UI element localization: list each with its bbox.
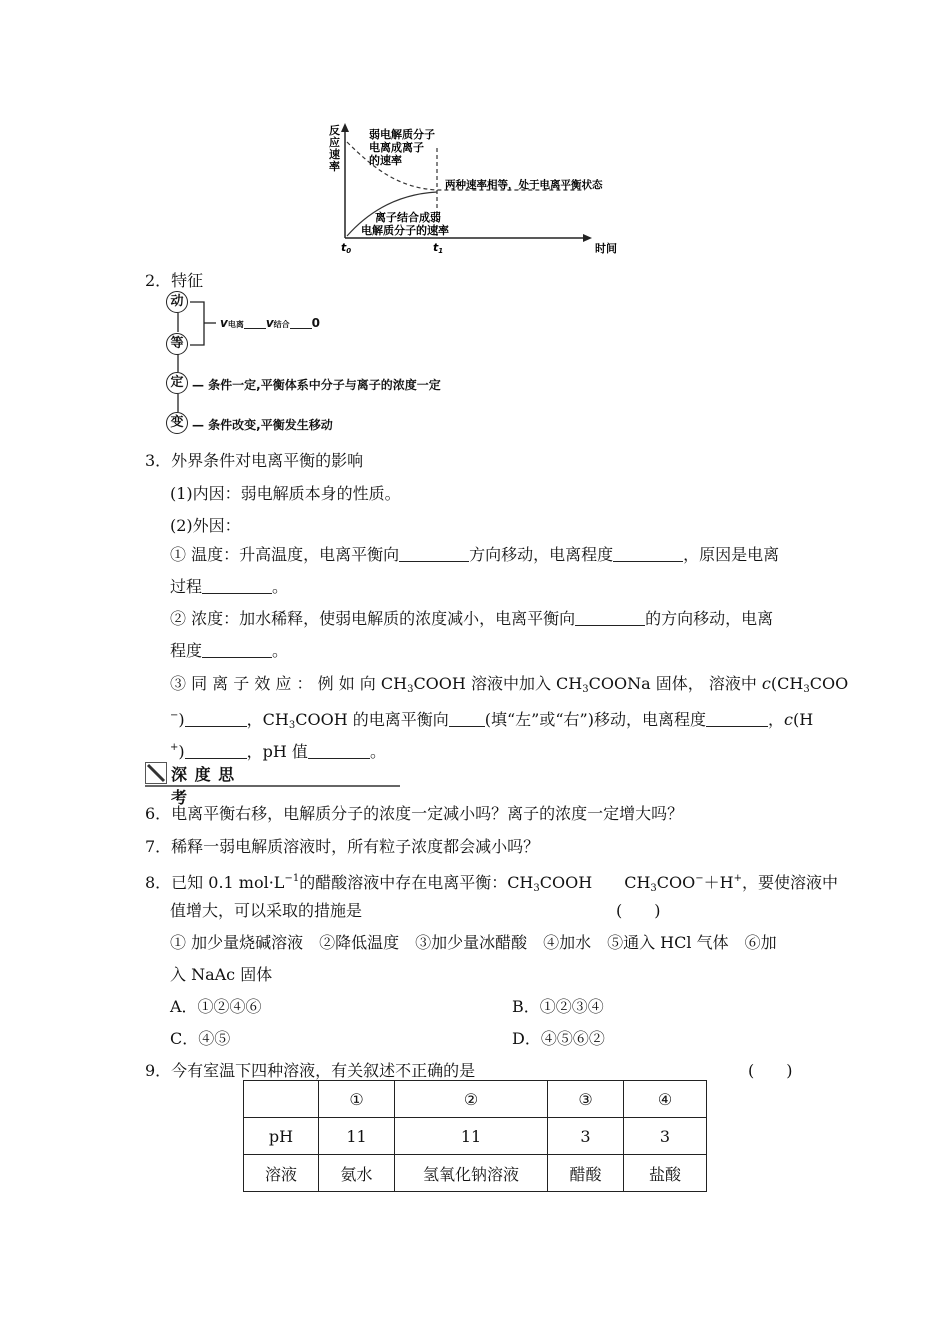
table-cell: 3 [624,1118,707,1155]
table-cell: ④ [624,1081,707,1118]
concentration-line: ② 浓度：加水稀释，使弱电解质的浓度减小，电离平衡向 的方向移动，电离 [170,609,774,628]
table-cell: 11 [395,1118,548,1155]
feature-dynamic-circle: 动 [166,291,188,313]
question-8-options-2: 入 NaAc 固体 [170,965,273,984]
banner-underline [145,785,400,787]
option-a: A．①②④⑥ [170,997,262,1016]
question-8-line-2: 值增大，可以采取的措施是 [170,901,363,920]
y-label-3: 速 [329,148,340,161]
option-b: B．①②③④ [512,997,604,1016]
temperature-line-2: 过程 。 [170,577,289,596]
table-cell: ③ [548,1081,624,1118]
table-cell: ② [395,1081,548,1118]
table-cell: 盐酸 [624,1155,707,1192]
top-curve-label-3: 的速率 [369,154,402,167]
table-cell: 3 [548,1118,624,1155]
x-axis-arrow [583,234,592,242]
table-row [244,1081,707,1118]
table-cell: pH [244,1118,319,1155]
top-curve-label-1: 弱电解质分子 [369,128,435,141]
concentration-line-2: 程度 。 [170,641,289,660]
y-axis-arrow [341,123,349,132]
question-9-answer-paren: ( ) [748,1061,793,1080]
table-cell: 11 [319,1118,395,1155]
table-cell: 醋酸 [548,1155,624,1192]
y-label-1: 反 [329,124,340,137]
feature-change-circle: 变 [166,412,188,434]
t0-label: t0 [341,241,352,255]
table-row [244,1118,707,1155]
question-8: 8．已知 0.1 $mol\cdot L^{-1}$的醋酸溶液中存在电离平衡：$CH_3COOH$ $CH_3COO^-+H^+$，要使溶液中 [145,873,839,894]
option-c: C．④⑤ [170,1029,231,1048]
question-6: 6．电离平衡右移，电解质分子的浓度一定减小吗？离子的浓度一定增大吗？ [145,804,684,823]
temperature-line: ① 温度：升高温度，电离平衡向 方向移动，电离程度 ，原因是电离 [170,545,780,564]
equilibrium-label: 两种速率相等，处于电离平衡状态 [445,179,603,191]
deep-thinking-title: 深 度 思 考 [171,765,236,807]
question-7: 7．稀释一弱电解质溶液时，所有粒子浓度都会减小吗？ [145,837,540,856]
section2-heading: 2．特征 [145,271,204,290]
bottom-curve-label-1: 离子结合成弱 [375,211,441,224]
option-d: D．④⑤⑥② [512,1029,605,1048]
question-8-answer-paren: ( ) [616,901,661,920]
table-cell: 氨水 [319,1155,395,1192]
question-9: 9．今有室温下四种溶液，有关叙述不正确的是 [145,1061,476,1080]
common-ion-line-2: −) ，$CH_3COOH$ 的电离平衡向 (填“左”或“右”)移动，电离程度 ，c(H [170,710,814,731]
section3-heading: 3．外界条件对电离平衡的影响 [145,451,364,470]
common-ion-line: ③ 同 离 子 效 应 ： 例 如 向 $CH_3COOH$ 溶液中加入 $CH_3COONa$ 固体， 溶液中 $c(CH_3COO$ [170,674,849,695]
y-label-2: 应 [329,136,340,149]
rate-equality: v电离 v结合 0 [220,316,321,330]
bottom-curve-label-2: 电解质分子的速率 [361,224,449,237]
feature-fixed-circle: 定 [166,372,188,394]
table-cell: 溶液 [244,1155,319,1192]
question-8-options: ① 加少量烧碱溶液 ②降低温度 ③加少量冰醋酸 ④加水 ⑤通入 HCl 气体 ⑥加 [170,933,777,952]
solutions-table [243,1080,707,1192]
top-curve-label-2: 电离成离子 [369,141,424,154]
table-cell: 氢氧化钠溶液 [395,1155,548,1192]
table-row [244,1155,707,1192]
corner-icon [145,762,167,784]
deep-thinking-banner [145,760,255,807]
rate-time-graph [325,120,625,260]
external-cause: (2)外因： [170,516,241,535]
feature-equal-circle: 等 [166,333,188,355]
table-cell: ① [319,1081,395,1118]
t1-label: t1 [433,241,444,255]
feature-change-text: — 条件改变,平衡发生移动 [192,418,333,432]
internal-cause: (1)内因：弱电解质本身的性质。 [170,484,401,503]
table-cell [244,1081,319,1118]
x-label: 时间 [595,242,617,255]
y-label-4: 率 [329,160,340,173]
common-ion-line-3: +) ，pH 值 。 [170,742,386,761]
feature-fixed-text: — 条件一定,平衡体系中分子与离子的浓度一定 [192,378,441,392]
